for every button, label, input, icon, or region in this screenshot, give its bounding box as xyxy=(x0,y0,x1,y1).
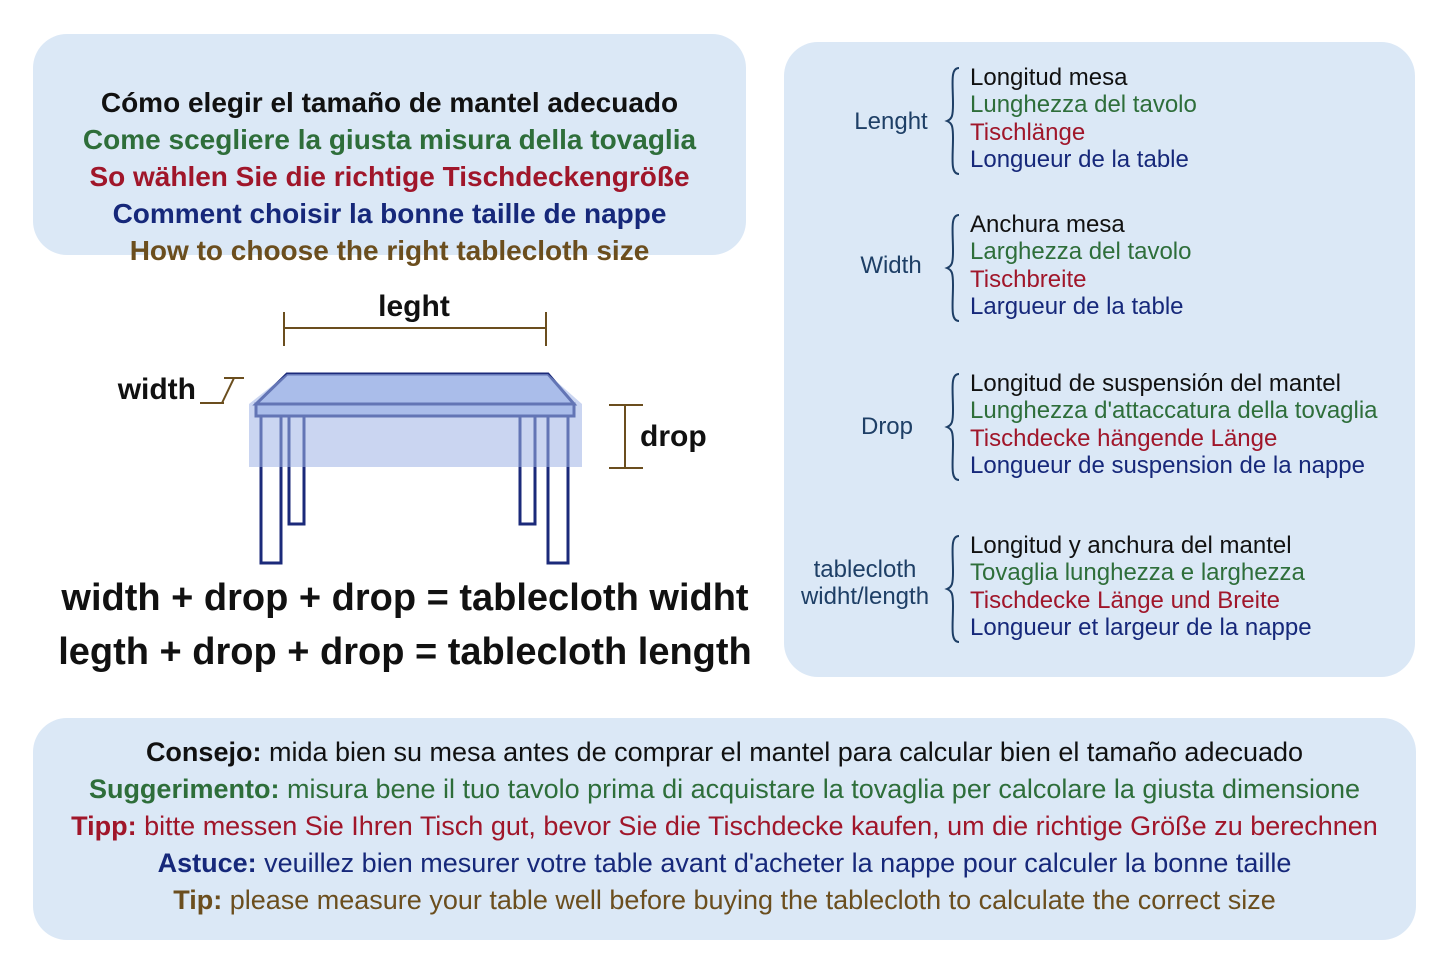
legend-panel xyxy=(784,42,1415,677)
width-marker xyxy=(200,378,244,403)
tip-text: mida bien su mesa antes de comprar el mantel para calcular bien el tamaño adecuado xyxy=(261,737,1304,767)
length-label: leght xyxy=(378,290,450,323)
brace-icon xyxy=(944,213,964,323)
tip-german xyxy=(33,808,1416,845)
legend-items xyxy=(970,532,1312,641)
tip-french xyxy=(33,845,1416,882)
title-panel xyxy=(33,34,746,266)
width-label: width xyxy=(117,373,196,406)
legend-group-label-line: widht/length xyxy=(800,583,930,610)
title-list xyxy=(33,84,746,269)
tip-text: misura bene il tuo tavolo prima di acquistare la tovaglia per calcolare la giusta dimensione xyxy=(279,774,1361,804)
legend-group-width xyxy=(784,211,1415,323)
tip-label: Suggerimento: xyxy=(88,774,280,804)
brace-icon xyxy=(944,372,964,482)
tip-english xyxy=(33,882,1416,919)
tip-list xyxy=(33,734,1416,919)
legend-group-tablecloth xyxy=(784,532,1415,644)
legend-item-german: Tischbreite xyxy=(970,265,1087,293)
tip-text: please measure your table well before buying the tablecloth to calculate the correct size xyxy=(222,885,1276,915)
legend-item-german: Tischdecke Länge und Breite xyxy=(970,586,1280,614)
length-formula: legth + drop + drop = tablecloth length xyxy=(58,631,752,673)
legend-item-french: Longueur de la table xyxy=(970,145,1189,173)
legend-group-label xyxy=(790,556,940,610)
width-formula: width + drop + drop = tablecloth widht xyxy=(61,577,749,619)
tip-label: Astuce: xyxy=(157,848,257,878)
drop-dimension xyxy=(609,405,643,468)
tip-text: bitte messen Sie Ihren Tisch gut, bevor Sie die Tischdecke kaufen, um die richtige Größe zu berechnen xyxy=(136,811,1378,841)
legend-item-german: Tischlänge xyxy=(970,118,1086,146)
legend-item-french: Largueur de la table xyxy=(970,292,1184,320)
legend-group-label: Width xyxy=(860,252,922,279)
legend-group-drop xyxy=(784,370,1415,482)
legend-group-label: Lenght xyxy=(854,108,928,135)
legend-item-italian: Lunghezza del tavolo xyxy=(970,91,1197,119)
brace-icon xyxy=(944,534,964,644)
tip-spanish xyxy=(33,734,1416,771)
legend-item-french: Longueur de suspension de la nappe xyxy=(970,451,1365,479)
drop-label: drop xyxy=(640,420,707,453)
legend-item-italian: Larghezza del tavolo xyxy=(970,238,1192,266)
tip-label: Tip: xyxy=(173,885,223,915)
legend-item-french: Longueur et largeur de la nappe xyxy=(970,613,1312,641)
title-french: Comment choisir la bonne taille de nappe xyxy=(112,198,667,229)
title-english: How to choose the right tablecloth size xyxy=(129,235,650,266)
legend-items xyxy=(970,64,1197,173)
title-spanish: Cómo elegir el tamaño de mantel adecuado xyxy=(100,87,679,118)
legend-item-spanish: Longitud y anchura del mantel xyxy=(970,532,1292,559)
legend-item-german: Tischdecke hängende Länge xyxy=(970,424,1278,452)
legend-item-spanish: Anchura mesa xyxy=(970,211,1125,238)
tip-italian xyxy=(33,771,1416,808)
legend-group-length xyxy=(784,64,1415,176)
title-german: So wählen Sie die richtige Tischdeckengröße xyxy=(89,161,690,192)
tip-label: Consejo: xyxy=(145,737,262,767)
tablecloth xyxy=(249,374,582,467)
legend-items xyxy=(970,211,1191,320)
tip-panel xyxy=(33,718,1416,940)
legend-item-italian: Tovaglia lunghezza e larghezza xyxy=(970,559,1305,587)
legend-group-label: Drop xyxy=(860,413,914,440)
legend-group-label-line: tablecloth xyxy=(813,556,917,583)
legend-item-spanish: Longitud de suspensión del mantel xyxy=(970,370,1341,397)
title-italian: Come scegliere la giusta misura della tovaglia xyxy=(82,124,697,155)
tip-label: Tipp: xyxy=(71,811,137,841)
table-diagram xyxy=(0,260,780,580)
brace-icon xyxy=(944,66,964,176)
legend-item-spanish: Longitud mesa xyxy=(970,64,1128,91)
legend-item-italian: Lunghezza d'attaccatura della tovaglia xyxy=(970,397,1378,425)
legend-items xyxy=(970,370,1378,479)
tip-text: veuillez bien mesurer votre table avant d'acheter la nappe pour calculer la bonne taille xyxy=(256,848,1292,878)
